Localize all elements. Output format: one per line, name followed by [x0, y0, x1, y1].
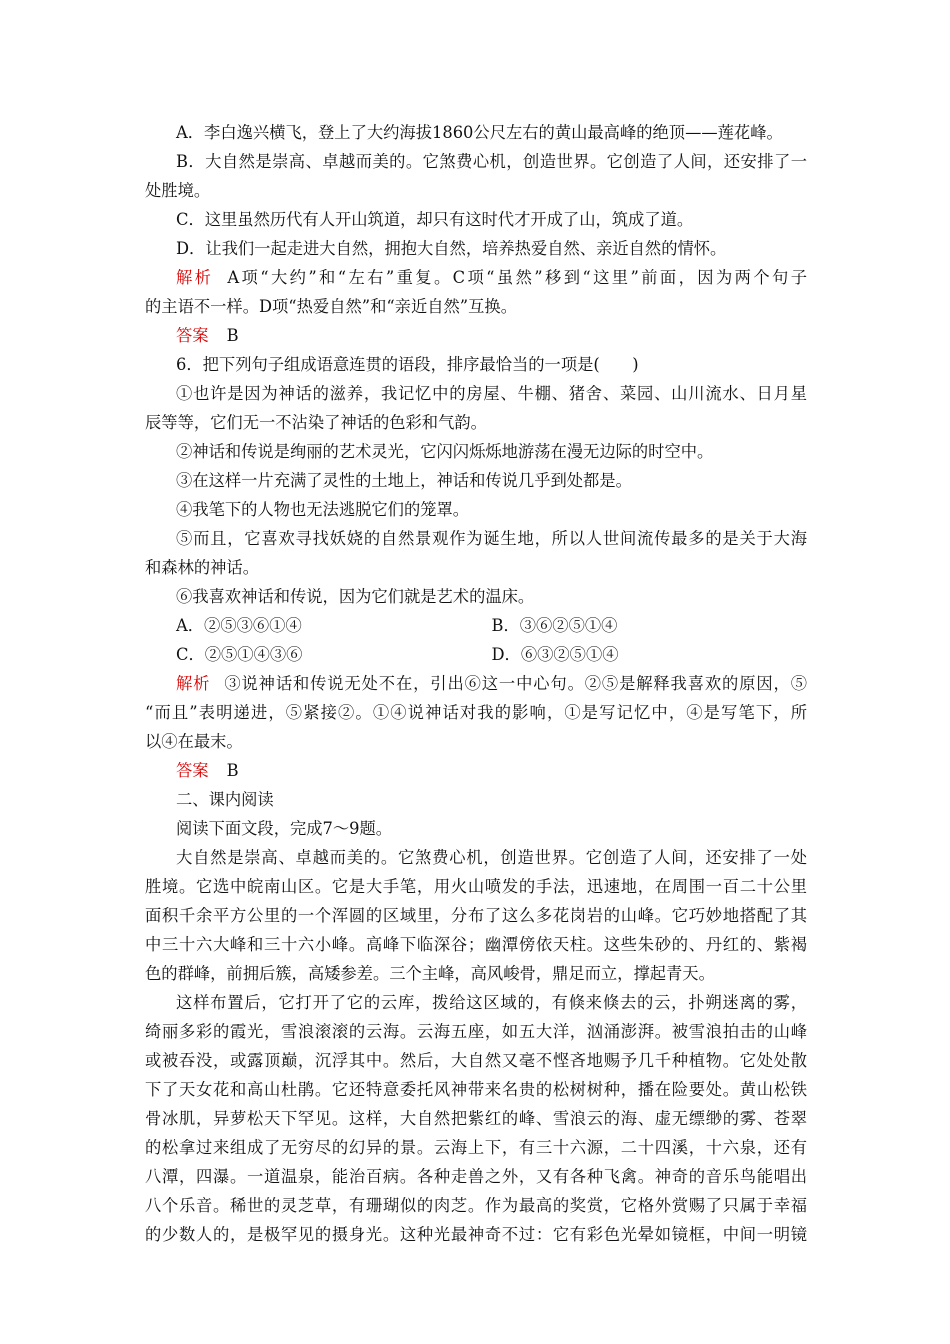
passage-p1-line-4: 中三十六大峰和三十六小峰。高峰下临深谷；幽潭傍依天柱。这些朱砂的、丹红的、紫褐	[145, 935, 807, 954]
passage-p2-line-3: 或被吞没，或露顶巅，沉浮其中。然后，大自然又毫不悭吝地赐予几千种植物。它处处散	[145, 1051, 807, 1070]
q6-sentence-1-cont: 辰等等，它们无一不沾染了神话的色彩和气韵。	[145, 413, 487, 432]
q6-sentence-5: ⑤而且，它喜欢寻找妖娆的自然景观作为诞生地，所以人世间流传最多的是关于大海	[176, 529, 807, 548]
q6-answer-value: B	[226, 761, 239, 780]
q5-option-d: D．让我们一起走进大自然，拥抱大自然，培养热爱自然、亲近自然的情怀。	[176, 239, 727, 258]
q6-choice-c: C．②⑤①④③⑥	[176, 645, 303, 664]
passage-p1-line-2: 胜境。它选中皖南山区。它是大手笔，用火山喷发的手法，迅速地，在周围一百二十公里	[145, 877, 807, 896]
document-page	[145, 118, 807, 1249]
answer-label: 答案	[176, 761, 209, 780]
q5-option-b-cont: 处胜境。	[145, 181, 211, 200]
analysis-label: 解析	[176, 268, 214, 287]
q6-sentence-1: ①也许是因为神话的滋养，我记忆中的房屋、牛棚、猪舍、菜园、山川流水、日月星	[176, 384, 807, 403]
passage-p2-line-4: 下了天女花和高山杜鹃。它还特意委托风神带来名贵的松树树种，播在险要处。黄山松铁	[145, 1080, 807, 1099]
q5-answer-value: B	[226, 326, 239, 345]
passage-p2-line-8: 八个乐音。稀世的灵芝草，有珊瑚似的肉芝。作为最高的奖赏，它格外赏赐了只属于幸福	[145, 1196, 807, 1215]
q6-sentence-2: ②神话和传说是绚丽的艺术灵光，它闪闪烁烁地游荡在漫无边际的时空中。	[176, 442, 714, 461]
q6-sentence-4: ④我笔下的人物也无法逃脱它们的笼罩。	[176, 500, 470, 519]
passage-p2-line-7: 八潭，四瀑。一道温泉，能治百病。各种走兽之外，又有各种飞禽。神奇的音乐鸟能唱出	[145, 1167, 807, 1186]
section-instruction: 阅读下面文段，完成7～9题。	[176, 819, 393, 838]
q6-answer	[145, 756, 807, 785]
q6-analysis-text: ③说神话和传说无处不在，引出⑥这一中心句。②⑤是解释我喜欢的原因，⑤	[224, 674, 807, 693]
q5-option-a: A．李白逸兴横飞，登上了大约海拔1860公尺左右的黄山最高峰的绝顶——莲花峰。	[176, 123, 783, 142]
q5-analysis-cont: 的主语不一样。D项“热爱自然”和“亲近自然”互换。	[145, 297, 517, 316]
passage-p1-line-3: 面积千余平方公里的一个浑圆的区域里，分布了这么多花岗岩的山峰。它巧妙地搭配了其	[145, 906, 807, 925]
passage-p1-line-1: 大自然是崇高、卓越而美的。它煞费心机，创造世界。它创造了人间，还安排了一处	[176, 848, 807, 867]
q6-sentence-6: ⑥我喜欢神话和传说，因为它们就是艺术的温床。	[176, 587, 535, 606]
q5-option-b: B．大自然是崇高、卓越而美的。它煞费心机，创造世界。它创造了人间，还安排了一	[176, 152, 807, 171]
q6-sentence-3: ③在这样一片充满了灵性的土地上，神话和传说几乎到处都是。	[176, 471, 632, 490]
q6-analysis-cont-1: “而且”表明递进，⑤紧接②。①④说神话对我的影响，①是写记忆中，④是写笔下，所	[145, 703, 807, 722]
q5-analysis	[145, 263, 807, 292]
q6-choice-d: D．⑥③②⑤①④	[491, 645, 619, 664]
q6-choice-b: B．③⑥②⑤①④	[491, 616, 618, 635]
answer-label: 答案	[176, 326, 209, 345]
passage-p2-line-6: 的松拿过来组成了无穷尽的幻异的景。云海上下，有三十六源，二十四溪，十六泉，还有	[145, 1138, 807, 1157]
q6-analysis-cont-2: 以④在最末。	[145, 732, 243, 751]
q5-analysis-text: A项“大约”和“左右”重复。C项“虽然”移到“这里”前面，因为两个句子	[227, 268, 807, 287]
passage-p2-line-9: 的少数人的，是极罕见的摄身光。这种光最神奇不过：它有彩色光晕如镜框，中间一明镜	[145, 1225, 807, 1244]
q5-option-c: C．这里虽然历代有人开山筑道，却只有这时代才开成了山，筑成了道。	[176, 210, 694, 229]
q6-stem: 6．把下列句子组成语意连贯的语段，排序最恰当的一项是( )	[176, 355, 639, 374]
q6-analysis	[145, 669, 807, 698]
passage-p1-line-5: 色的群峰，前拥后簇，高矮参差。三个主峰，高风峻骨，鼎足而立，撑起青天。	[145, 964, 715, 983]
passage-p2-line-1: 这样布置后，它打开了它的云库，拨给这区域的，有倏来倏去的云，扑朔迷离的雾，	[176, 993, 807, 1012]
q6-choices-row-1	[145, 611, 807, 640]
passage-p2-line-5: 骨冰肌，异萝松天下罕见。这样，大自然把紫红的峰、雪浪云的海、虚无缥缈的雾、苍翠	[145, 1109, 807, 1128]
q6-choice-a: A．②⑤③⑥①④	[176, 616, 302, 635]
analysis-label: 解析	[176, 674, 211, 693]
passage-p2-line-2: 绮丽多彩的霞光，雪浪滚滚的云海。云海五座，如五大洋，汹涌澎湃。被雪浪拍击的山峰	[145, 1022, 807, 1041]
section-heading: 二、课内阅读	[176, 790, 274, 809]
q6-choices-row-2	[145, 640, 807, 669]
q5-answer	[145, 321, 807, 350]
q6-sentence-5-cont: 和森林的神话。	[145, 558, 259, 577]
